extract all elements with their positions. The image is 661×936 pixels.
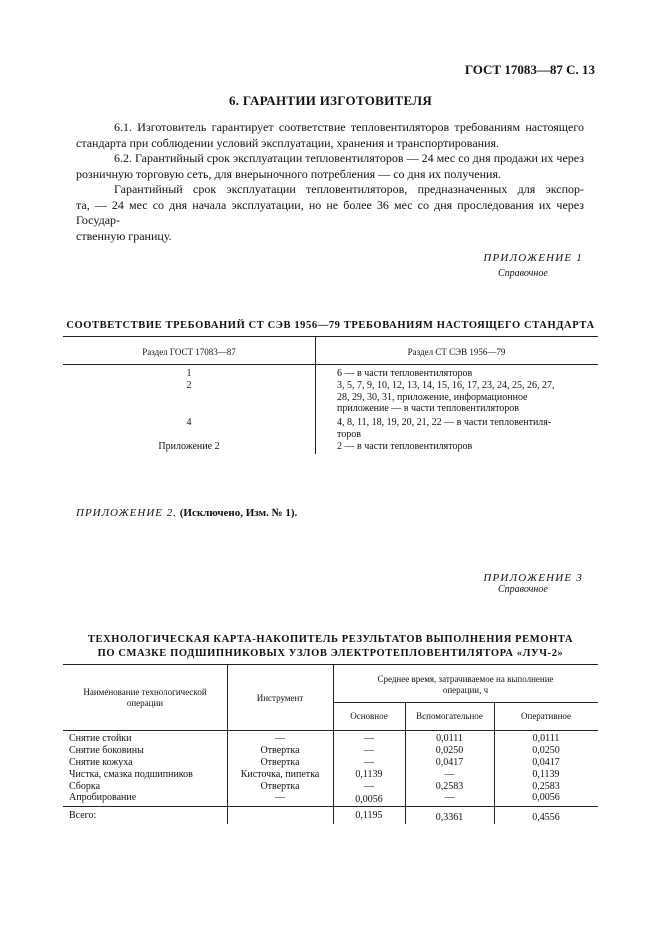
- table-2-total-aux: 0,3361: [435, 812, 464, 823]
- table-2-header-name: [63, 687, 227, 709]
- table-2-row-5-name: Сборка: [69, 781, 101, 792]
- header-line: Среднее время, затрачиваемое на выполнение: [377, 674, 554, 684]
- paragraph-line: 6.1. Изготовитель гарантирует соответствие тепловентиляторов требованиям настоящего: [114, 120, 584, 134]
- table-2-total-oper: 0,4556: [532, 812, 560, 823]
- table-2-row-2-name: Снятие боковины: [69, 745, 144, 756]
- table-2-row-1-tool: —: [275, 733, 285, 744]
- table-2-row-6-tool: —: [275, 792, 285, 803]
- paragraph-line: ственную границу.: [76, 228, 172, 243]
- table-2-row-1-aux: 0,0111: [436, 733, 463, 744]
- table-1-row-4-a: Приложение 2: [158, 441, 220, 452]
- table-1-row-3-b: [337, 417, 585, 440]
- table-2-header-oper: Оперативное: [521, 711, 571, 721]
- table-2-row-5-oper: 0,2583: [532, 781, 560, 792]
- table-2-row-2-oper: 0,0250: [532, 745, 560, 756]
- table-2-title-line-1: ТЕХНОЛОГИЧЕСКАЯ КАРТА-НАКОПИТЕЛЬ РЕЗУЛЬТАТОВ ВЫПОЛНЕНИЯ РЕМОНТА: [87, 634, 574, 645]
- appendix-3-sub: Справочное: [498, 584, 548, 595]
- table-2-row-5-main: —: [364, 781, 374, 792]
- cell-line: 28, 29, 30, 31, приложение, информационное: [337, 391, 528, 403]
- header-line: операции: [126, 698, 164, 708]
- paragraph-line: стандарта при соблюдении условий эксплуатации, хранения и транспортирования.: [76, 135, 500, 150]
- table-2-row-4-name: Чистка, смазка подшипников: [69, 769, 193, 780]
- table-2-row-3-tool: Отвертка: [260, 757, 300, 768]
- table-2-row-4-main: 0,1139: [355, 769, 383, 780]
- header-line: Наименование технологической: [83, 687, 207, 697]
- appendix-2-note: [76, 507, 297, 519]
- table-2-row-2-aux: 0,0250: [435, 745, 464, 756]
- paragraph-line: 6.2. Гарантийный срок эксплуатации тепловентиляторов — 24 мес со дня продажи их через: [114, 151, 584, 165]
- table-2-header-time: [333, 674, 598, 696]
- table-2-row-4-tool: Кисточка, пипетка: [240, 769, 320, 780]
- appendix-1-sub: Справочное: [498, 268, 548, 279]
- appendix-2-text: (Исключено, Изм. № 1).: [179, 507, 298, 519]
- table-1-row-2-b: [337, 380, 585, 415]
- table-2-row-6-name: Апробирование: [69, 792, 137, 803]
- table-2-row-4-oper: 0,1139: [532, 769, 560, 780]
- table-2-row-5-tool: Отвертка: [260, 781, 300, 792]
- table-2-title-line-2: ПО СМАЗКЕ ПОДШИПНИКОВЫХ УЗЛОВ ЭЛЕКТРОТЕПЛОВЕНТИЛЯТОРА «ЛУЧ-2»: [97, 648, 564, 659]
- table-2-row-1-name: Снятие стойки: [69, 733, 132, 744]
- cell-line: приложение — в части тепловентиляторов: [337, 403, 520, 414]
- cell-line: 3, 5, 7, 9, 10, 12, 13, 14, 15, 16, 17, 23, 24, 25, 26, 27,: [337, 380, 555, 391]
- cell-line: 4, 8, 11, 18, 19, 20, 21, 22 — в части тепловентиля-: [337, 417, 552, 428]
- table-1-row-2-a: 2: [186, 380, 192, 391]
- table-2-header-border: [63, 730, 598, 731]
- paragraph-6-1: [76, 120, 584, 244]
- appendix-3-label: ПРИЛОЖЕНИЕ 3: [483, 572, 583, 584]
- page-header: ГОСТ 17083—87 С. 13: [464, 62, 595, 77]
- table-1-header-border: [63, 364, 598, 365]
- table-2-header-aux: Вспомогательное: [416, 711, 483, 721]
- paragraph-line: розничную торговую сеть, для внерыночного потребления — со дня их получения.: [76, 166, 501, 181]
- table-1-row-4-b: [337, 441, 585, 453]
- table-2-row-1-oper: 0,0111: [532, 733, 560, 744]
- paragraph-line: та, — 24 мес со дня начала эксплуатации, но не более 36 мес со дня проследования их через Государ-: [76, 197, 584, 227]
- appendix-1-label: ПРИЛОЖЕНИЕ 1: [483, 252, 583, 264]
- table-1-row-1-a: 1: [186, 368, 192, 379]
- table-2-row-5-aux: 0,2583: [435, 781, 464, 792]
- table-1-row-1-b: [337, 368, 585, 380]
- table-1-row-3-a: 4: [186, 417, 192, 428]
- table-1-title: СООТВЕТСТВИЕ ТРЕБОВАНИЙ СТ СЭВ 1956—79 ТРЕБОВАНИЯМ НАСТОЯЩЕГО СТАНДАРТА: [66, 320, 595, 331]
- table-2-row-4-aux: —: [444, 769, 455, 780]
- header-line: операции, ч: [442, 685, 489, 695]
- section-title: 6. ГАРАНТИИ ИЗГОТОВИТЕЛЯ: [228, 93, 433, 108]
- table-2-row-6-oper: 0,0056: [532, 792, 560, 803]
- table-2-total-main: 0,1195: [355, 810, 383, 821]
- table-1-top-border: [63, 336, 598, 337]
- table-2-row-1-main: —: [364, 733, 374, 744]
- cell-line: 2 — в части тепловентиляторов: [337, 441, 473, 452]
- table-2-total-border: [63, 806, 598, 807]
- table-2-row-6-main: 0,0056: [355, 794, 383, 805]
- table-2-header-main: Основное: [350, 711, 388, 721]
- cell-line: 6 — в части тепловентиляторов: [337, 368, 473, 379]
- table-2-top-border: [63, 664, 598, 665]
- table-2-row-2-main: —: [364, 745, 374, 756]
- table-2-row-6-aux: —: [444, 792, 455, 803]
- table-2-row-3-aux: 0,0417: [435, 757, 464, 768]
- table-2-row-3-main: —: [364, 757, 374, 768]
- cell-line: торов: [337, 428, 361, 440]
- table-2-row-3-oper: 0,0417: [532, 757, 560, 768]
- table-2-row-3-name: Снятие кожуха: [69, 757, 133, 768]
- appendix-2-label: ПРИЛОЖЕНИЕ 2.: [76, 507, 177, 519]
- table-2-row-2-tool: Отвертка: [260, 745, 300, 756]
- table-1-col1-header: Раздел ГОСТ 17083—87: [142, 347, 236, 357]
- paragraph-line: Гарантийный срок эксплуатации тепловентиляторов, предназначенных для экспор-: [114, 182, 584, 196]
- table-2-subheader-border: [333, 702, 598, 703]
- table-2-total-name: Всего:: [69, 810, 97, 821]
- table-1-col2-header: Раздел СТ СЭВ 1956—79: [407, 347, 506, 357]
- table-2-header-tool: Инструмент: [256, 693, 304, 703]
